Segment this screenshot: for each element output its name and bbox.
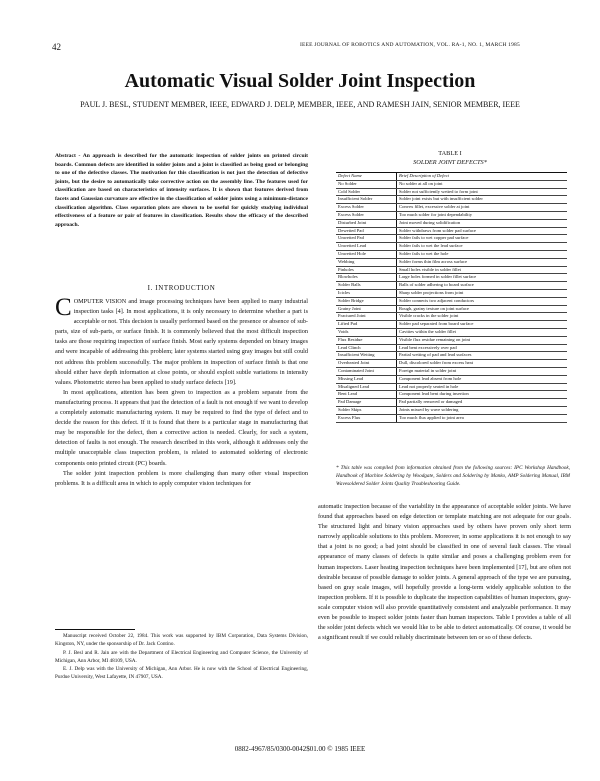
defect-description-cell: Solder fails to wet the hole	[397, 250, 568, 258]
defect-description-cell: Solder pad separated from board surface	[397, 321, 568, 329]
defect-description-cell: Too much solder for joint dependability	[397, 211, 568, 219]
defect-name-cell: Flux Residue	[336, 336, 397, 344]
author-line: PAUL J. BESL, STUDENT MEMBER, IEEE, EDWARD J. DELP, MEMBER, IEEE, AND RAMESH JAIN, SENIOR MEMBER, IEEE	[80, 100, 520, 109]
defect-description-cell: Lead not properly seated in hole	[397, 383, 568, 391]
table-title	[330, 150, 570, 167]
defect-description-cell: Foreign material in solder joint	[397, 367, 568, 375]
table-row	[336, 274, 567, 282]
table-row	[336, 375, 567, 383]
defect-description-cell: Rough, grainy texture on joint surface	[397, 305, 568, 313]
defect-description-cell: Solder not sufficiently wetted to form joint	[397, 188, 568, 196]
table-row	[336, 367, 567, 375]
defect-name-cell: Insufficient Wetting	[336, 352, 397, 360]
table-row	[336, 321, 567, 329]
paper-title: Automatic Visual Solder Joint Inspection	[124, 70, 476, 92]
defect-description-cell: Solder withdraws from solder pad surface	[397, 227, 568, 235]
defect-description-cell: Too much flux applied to joint area	[397, 414, 568, 422]
defect-description-cell: Visible flux residue remaining on joint	[397, 336, 568, 344]
defect-name-cell: Unwetted Hole	[336, 250, 397, 258]
defect-description-cell: Convex fillet, excessive solder at joint	[397, 204, 568, 212]
intro-paragraph-3: The solder joint inspection problem is more challenging than many other visual inspection problems. It is a difficult area in which to apply computer vision techniques for	[55, 469, 308, 487]
table-row	[336, 180, 567, 188]
defect-description-cell: Solder fails to wet copper pad surface	[397, 235, 568, 243]
defect-name-cell: Webbing	[336, 258, 397, 266]
table-row	[336, 383, 567, 391]
defect-description-cell: Component lead absent from hole	[397, 375, 568, 383]
defect-description-cell: Visible cracks in the solder joint	[397, 313, 568, 321]
defect-description-cell: Joints missed by wave soldering	[397, 406, 568, 414]
defect-name-cell: Contaminated Joint	[336, 367, 397, 375]
defect-name-cell: Solder Balls	[336, 282, 397, 290]
defect-description-cell: Large holes formed in solder fillet surface	[397, 274, 568, 282]
defect-description-cell: Small holes visible in solder fillet	[397, 266, 568, 274]
defect-name-cell: Voids	[336, 328, 397, 336]
footnote-affiliation-1: P. J. Besl and R. Jain are with the Department of Electrical Engineering and Computer Science, the University of Michigan, Ann Arbor, MI 48109, USA.	[55, 649, 308, 664]
defect-name-cell: Blowholes	[336, 274, 397, 282]
table-row	[336, 258, 567, 266]
defect-name-cell: Solder Bridge	[336, 297, 397, 305]
table-row	[336, 414, 567, 422]
footnote-affiliation-2: E. J. Delp was with the University of Michigan, Ann Arbor. He is now with the School of Electrical Engineering, Purdue University, West Lafayette, IN 47907, USA.	[55, 666, 308, 681]
table-row	[336, 391, 567, 399]
defect-name-cell: No Solder	[336, 180, 397, 188]
table-row	[336, 297, 567, 305]
table-footnote: * This table was compiled from information obtained from the following sources: IPC Workshop Handbook, Handbook of Machine Soldering by Woodgate, Solders and Soldering by Manko, AMP Soldering Manual, IBM Wavesoldered Solder Joints Quality Troubleshooting Guide.	[336, 465, 570, 488]
drop-cap: C	[55, 294, 72, 321]
table-row	[336, 282, 567, 290]
table-row	[336, 289, 567, 297]
table-row	[336, 344, 567, 352]
table-row	[336, 399, 567, 407]
defect-name-cell: Lead Clinch	[336, 344, 397, 352]
defect-name-cell: Pad Damage	[336, 399, 397, 407]
defect-name-cell: Solder Skips	[336, 406, 397, 414]
table-row	[336, 250, 567, 258]
defect-description-cell: Cavities within the solder fillet	[397, 328, 568, 336]
defect-name-cell: Unwetted Pad	[336, 235, 397, 243]
defect-description-cell: Solder connects two adjacent conductors	[397, 297, 568, 305]
table-row	[336, 188, 567, 196]
table-row	[336, 219, 567, 227]
table-row	[336, 313, 567, 321]
table-row	[336, 406, 567, 414]
defect-name-cell: Lifted Pad	[336, 321, 397, 329]
table-body	[336, 180, 567, 422]
defects-table	[336, 172, 567, 423]
column-header: Defect Name	[336, 173, 397, 181]
defect-name-cell: Excess Flux	[336, 414, 397, 422]
table-row	[336, 204, 567, 212]
table-row	[336, 352, 567, 360]
table-row	[336, 235, 567, 243]
abstract: Abstract - An approach is described for the automatic inspection of solder joints on printed circuit boards. Common defects are identified in solder joints and a joint is classified as being good or belonging to one of the defective classes. The motivation for this classification is not just the detection of defective joints, but the desire to automatically take corrective action on the assembly line. The features used for classification are based on characteristics of intensity surfaces. It is shown that features derived from facets and Gaussian curvature are effective in the classification of solder joints using a minimum-distance classification algorithm. Class separation plots are shown to be useful for quickly studying individual effectiveness of a feature or pair of features in classification. Results show the efficacy of the described approach.	[55, 153, 308, 228]
intro-paragraph-1: COMPUTER VISION and image processing techniques have been applied to many industrial inspection tasks [4]. In most applications, it is only necessary to determine whether a part is acceptable or not. This decision is usually performed based on the presence or absence of sub-parts, size of sub-parts, or surface finish. It is commonly believed that the most difficult inspection tasks are those requiring inspection of surface finish. Most early systems depended on binary images and were incapable of addressing this problem; later systems started using gray images but still could not address this problem successfully. The major problem in inspection of surface finish is that one should either have depth information at close points, or should exploit subtle variations in intensity values. Photometric stereo has been applied to study surface defects [19].	[55, 294, 308, 386]
defect-name-cell: Dewetted Pad	[336, 227, 397, 235]
column-header: Brief Description of Defect	[397, 173, 568, 181]
table-row	[336, 227, 567, 235]
defect-name-cell: Misaligned Lead	[336, 383, 397, 391]
defect-name-cell: Excess Solder	[336, 211, 397, 219]
journal-header: IEEE JOURNAL OF ROBOTICS AND AUTOMATION, VOL. RA-1, NO. 1, MARCH 1985	[300, 42, 520, 48]
right-column-body: automatic inspection because of the variability in the appearance of acceptable solder joints. We have found that approaches based on edge detection or template matching are not adequate for our goals. The structured light and binary vision approaches used by others have proven only short term narrowly applicable solutions to this problem. Moreover, in some applications it is not enough to say that a joint is no good; a bad joint should be classified in one of several fault classes. The visual appearance of many classes of defects is quite similar and poses a challenging problem even for human inspectors. Laser heating inspection techniques have been implemented [17], but are often not desirable because of possible damage to solder joints. A general approach of the type we are pursuing, based on gray scale images, will hopefully provide a long-term widely applicable solution to the inspection problem. If it is possible to duplicate the inspection capabilities of human inspectors, gray-scale computer vision will also provide quantitatively consistent and analyzable performance. It may even be possible to inspect solder joints faster than human inspectors. Table I provides a table of all the solder joint defects which we would like to be able to detect automatically. Of course, it would be a significant result if we could reliably discriminate between ten or so of these defects.	[318, 503, 571, 642]
defect-description-cell: Partial wetting of pad and lead surfaces	[397, 352, 568, 360]
table-row	[336, 243, 567, 251]
table-row	[336, 360, 567, 368]
defect-name-cell: Fractured Joint	[336, 313, 397, 321]
table-row	[336, 266, 567, 274]
defect-description-cell: Balls of solder adhering to board surface	[397, 282, 568, 290]
defect-name-cell: Excess Solder	[336, 204, 397, 212]
defect-description-cell: Lead bent excessively over pad	[397, 344, 568, 352]
defect-name-cell: Bent Lead	[336, 391, 397, 399]
page-number: 42	[52, 42, 61, 52]
defect-description-cell: No solder at all on joint	[397, 180, 568, 188]
introduction-body	[55, 294, 308, 489]
table-label: TABLE I	[438, 150, 462, 157]
table-row	[336, 211, 567, 219]
table-row	[336, 328, 567, 336]
defect-description-cell: Joint moved during solidification	[397, 219, 568, 227]
defect-name-cell: Missing Lead	[336, 375, 397, 383]
defect-name-cell: Icicles	[336, 289, 397, 297]
defect-name-cell: Cold Solder	[336, 188, 397, 196]
defect-description-cell: Pad partially removed or damaged	[397, 399, 568, 407]
defect-description-cell: Solder joint exists but with insufficient solder	[397, 196, 568, 204]
footnote-received: Manuscript received October 22, 1984. This work was supported by IBM Corporation, Data Systems Division, Kingston, NY, under the sponsorship of Dr. Jack Contino.	[55, 633, 308, 648]
table-row	[336, 336, 567, 344]
defect-description-cell: Solder forms thin film across surface	[397, 258, 568, 266]
footnote-rule	[55, 629, 135, 630]
defect-name-cell: Grainy Joint	[336, 305, 397, 313]
table-row	[336, 196, 567, 204]
defect-description-cell: Component lead bent during insertion	[397, 391, 568, 399]
table-header-row	[336, 173, 567, 181]
table-row	[336, 305, 567, 313]
section-heading-introduction: I. INTRODUCTION	[147, 284, 216, 292]
copyright-line: 0882-4967/85/0300-0042$01.00 © 1985 IEEE	[234, 745, 366, 753]
defect-description-cell: Solder fails to wet the lead surface	[397, 243, 568, 251]
defect-name-cell: Insufficient Solder	[336, 196, 397, 204]
defect-name-cell: Disturbed Joint	[336, 219, 397, 227]
defect-name-cell: Unwetted Lead	[336, 243, 397, 251]
defect-description-cell: Dull, discolored solder from excess heat	[397, 360, 568, 368]
defect-name-cell: Pinholes	[336, 266, 397, 274]
footnotes	[55, 632, 308, 682]
defect-description-cell: Sharp solder projections from joint	[397, 289, 568, 297]
defect-name-cell: Overheated Joint	[336, 360, 397, 368]
table-caption: SOLDER JOINT DEFECTS*	[413, 158, 487, 166]
intro-paragraph-2: In most applications, attention has been given to inspection as a problem separate from the manufacturing process. It appears that just the detection of a fault is not enough if we want to develop a completely automatic manufacturing system. It may be required to find the type of defect and to decide the reason for this defect. If it is found that there is a particular stage in manufacturing that may be responsible for the defect, then a corrective action is needed. Clearly, for such a system, detection of faults is not enough. The research described in this work, although it addresses only the multiple unacceptable class inspection problem, is related to automated soldering of electronic components onto printed circuit (PC) boards.	[55, 388, 308, 467]
